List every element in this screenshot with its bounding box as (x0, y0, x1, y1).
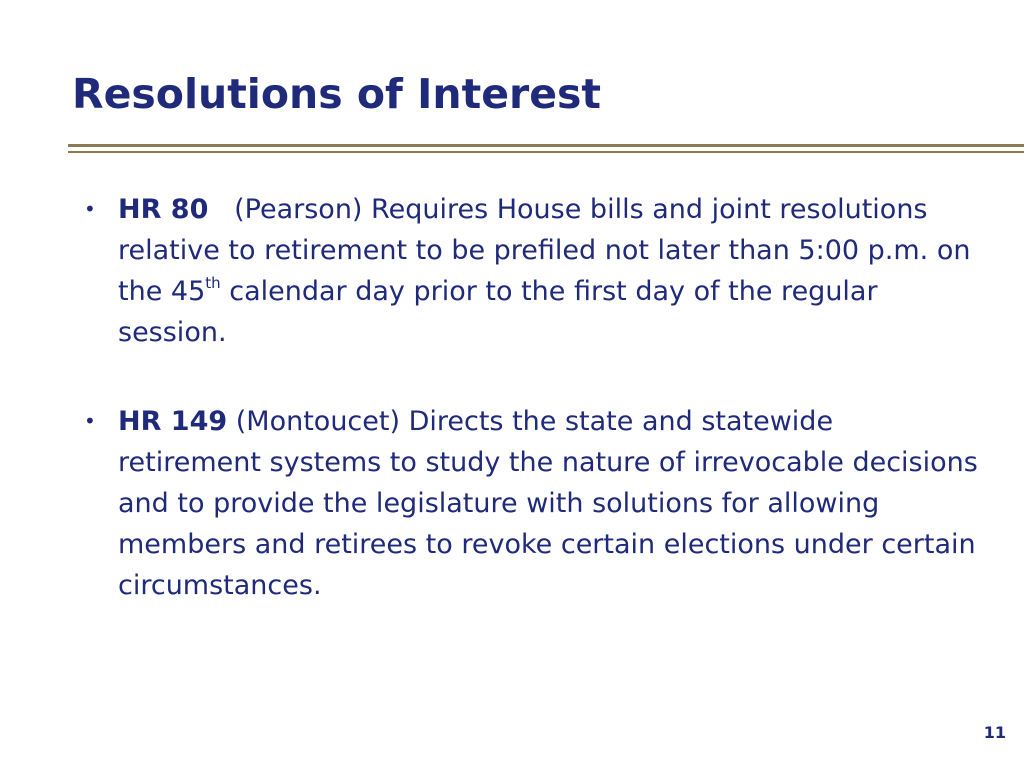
bullet-icon: • (84, 197, 96, 221)
page-number: 11 (983, 723, 1006, 742)
bullet-list (84, 189, 984, 606)
title-divider-top (68, 144, 1024, 147)
slide-title: Resolutions of Interest (72, 70, 602, 118)
bullet-text: (Pearson) Requires House bills and joint resolutions relative to retirement to be prefiled not later than 5:00 p.m. on the 45 (118, 194, 971, 307)
bill-id: HR 80 (118, 194, 209, 225)
bill-id: HR 149 (118, 406, 228, 437)
ordinal-suffix: th (205, 274, 221, 292)
bullet-text: (Montoucet) Directs the state and statewide retirement systems to study the nature of irrevocable decisions and to provide the legislature with solutions for allowing members and retirees to revoke certain elections under certain circumstances. (118, 406, 978, 601)
bullet-item-hr-80 (84, 189, 984, 353)
bullet-text-continued: calendar day prior to the first day of the regular session. (118, 276, 878, 348)
bullet-icon: • (84, 409, 96, 433)
title-divider-bottom (68, 151, 1024, 153)
bullet-item-hr-149 (84, 401, 984, 606)
